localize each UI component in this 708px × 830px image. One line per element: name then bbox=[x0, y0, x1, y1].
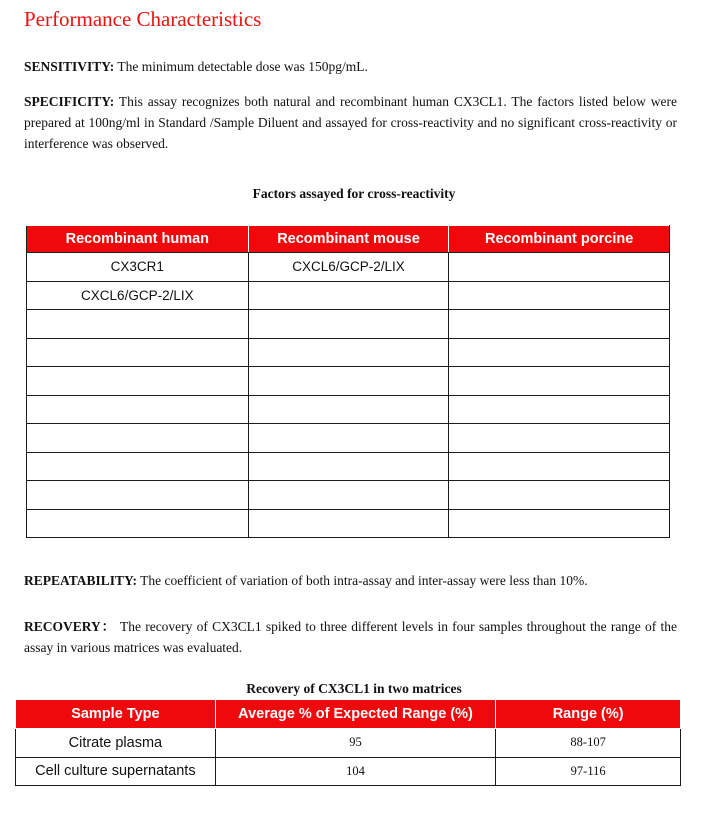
table-cell bbox=[27, 452, 249, 481]
table-row bbox=[27, 310, 670, 339]
table-row bbox=[16, 757, 681, 786]
table-cell bbox=[27, 509, 249, 538]
table-cell bbox=[248, 481, 449, 510]
table-cell bbox=[248, 509, 449, 538]
repeatability-label: REPEATABILITY: bbox=[24, 573, 138, 588]
col-header-range: Range (%) bbox=[496, 700, 681, 729]
specificity-label: SPECIFICITY: bbox=[24, 94, 115, 109]
table-cell bbox=[248, 367, 449, 396]
table-cell bbox=[27, 424, 249, 453]
table-row bbox=[27, 338, 670, 367]
table-row bbox=[27, 509, 670, 538]
recovery-caption: Recovery of CX3CL1 in two matrices bbox=[246, 681, 462, 696]
table-row bbox=[27, 481, 670, 510]
table-cell bbox=[449, 253, 670, 282]
table-row bbox=[27, 424, 670, 453]
table-row bbox=[27, 452, 670, 481]
table-cell bbox=[449, 338, 670, 367]
table-row bbox=[27, 281, 670, 310]
specificity-paragraph bbox=[24, 91, 677, 154]
recovery-paragraph bbox=[24, 616, 677, 658]
table-cell bbox=[449, 509, 670, 538]
value-cell: 97-116 bbox=[496, 757, 681, 786]
table-row bbox=[16, 729, 681, 758]
table-cell: CX3CR1 bbox=[27, 253, 249, 282]
sensitivity-text: The minimum detectable dose was 150pg/mL. bbox=[114, 59, 368, 74]
table-row bbox=[27, 253, 670, 282]
table-cell bbox=[449, 481, 670, 510]
table-cell bbox=[27, 310, 249, 339]
recovery-text: The recovery of CX3CL1 spiked to three different levels in four samples throughout the range of the assay in various matrices was evaluated. bbox=[24, 619, 677, 655]
table-cell bbox=[449, 367, 670, 396]
table-cell bbox=[449, 310, 670, 339]
cross-reactivity-caption: Factors assayed for cross-reactivity bbox=[252, 186, 456, 201]
table-cell bbox=[27, 481, 249, 510]
table-cell bbox=[248, 452, 449, 481]
cross-reactivity-table bbox=[26, 225, 670, 538]
recovery-table bbox=[15, 699, 681, 786]
table-cell: CXCL6/GCP-2/LIX bbox=[27, 281, 249, 310]
sensitivity-paragraph bbox=[24, 56, 677, 77]
table-cell bbox=[248, 281, 449, 310]
col-header-human: Recombinant human bbox=[27, 226, 249, 253]
value-cell: 95 bbox=[215, 729, 496, 758]
col-header-average-expected: Average % of Expected Range (%) bbox=[215, 700, 496, 729]
value-cell: 104 bbox=[215, 757, 496, 786]
sensitivity-label: SENSITIVITY: bbox=[24, 59, 115, 74]
table-cell bbox=[248, 310, 449, 339]
value-cell: 88-107 bbox=[496, 729, 681, 758]
repeatability-text: The coefficient of variation of both intra-assay and inter-assay were less than 10%. bbox=[137, 573, 588, 588]
table-cell bbox=[248, 395, 449, 424]
table-cell bbox=[449, 424, 670, 453]
table-cell bbox=[248, 338, 449, 367]
table-row bbox=[27, 367, 670, 396]
table-cell bbox=[449, 452, 670, 481]
recovery-label: RECOVERY： bbox=[24, 619, 116, 634]
col-header-porcine: Recombinant porcine bbox=[449, 226, 670, 253]
table-cell bbox=[27, 367, 249, 396]
sample-type-cell: Citrate plasma bbox=[16, 729, 216, 758]
table-cell: CXCL6/GCP-2/LIX bbox=[248, 253, 449, 282]
table-cell bbox=[449, 395, 670, 424]
table-cell bbox=[27, 395, 249, 424]
table-cell bbox=[248, 424, 449, 453]
sample-type-cell: Cell culture supernatants bbox=[16, 757, 216, 786]
page-title: Performance Characteristics bbox=[24, 7, 262, 31]
col-header-mouse: Recombinant mouse bbox=[248, 226, 449, 253]
repeatability-paragraph bbox=[24, 570, 677, 591]
specificity-text: This assay recognizes both natural and recombinant human CX3CL1. The factors listed below were prepared at 100ng/ml in Standard /Sample Diluent and assayed for cross-reactivity and no significant cross-reactivity or interference was observed. bbox=[24, 94, 677, 151]
table-cell bbox=[27, 338, 249, 367]
table-row bbox=[27, 395, 670, 424]
recovery-table-header-row bbox=[16, 700, 681, 729]
cross-table-header-row bbox=[27, 226, 670, 253]
col-header-sample-type: Sample Type bbox=[16, 700, 216, 729]
table-cell bbox=[449, 281, 670, 310]
